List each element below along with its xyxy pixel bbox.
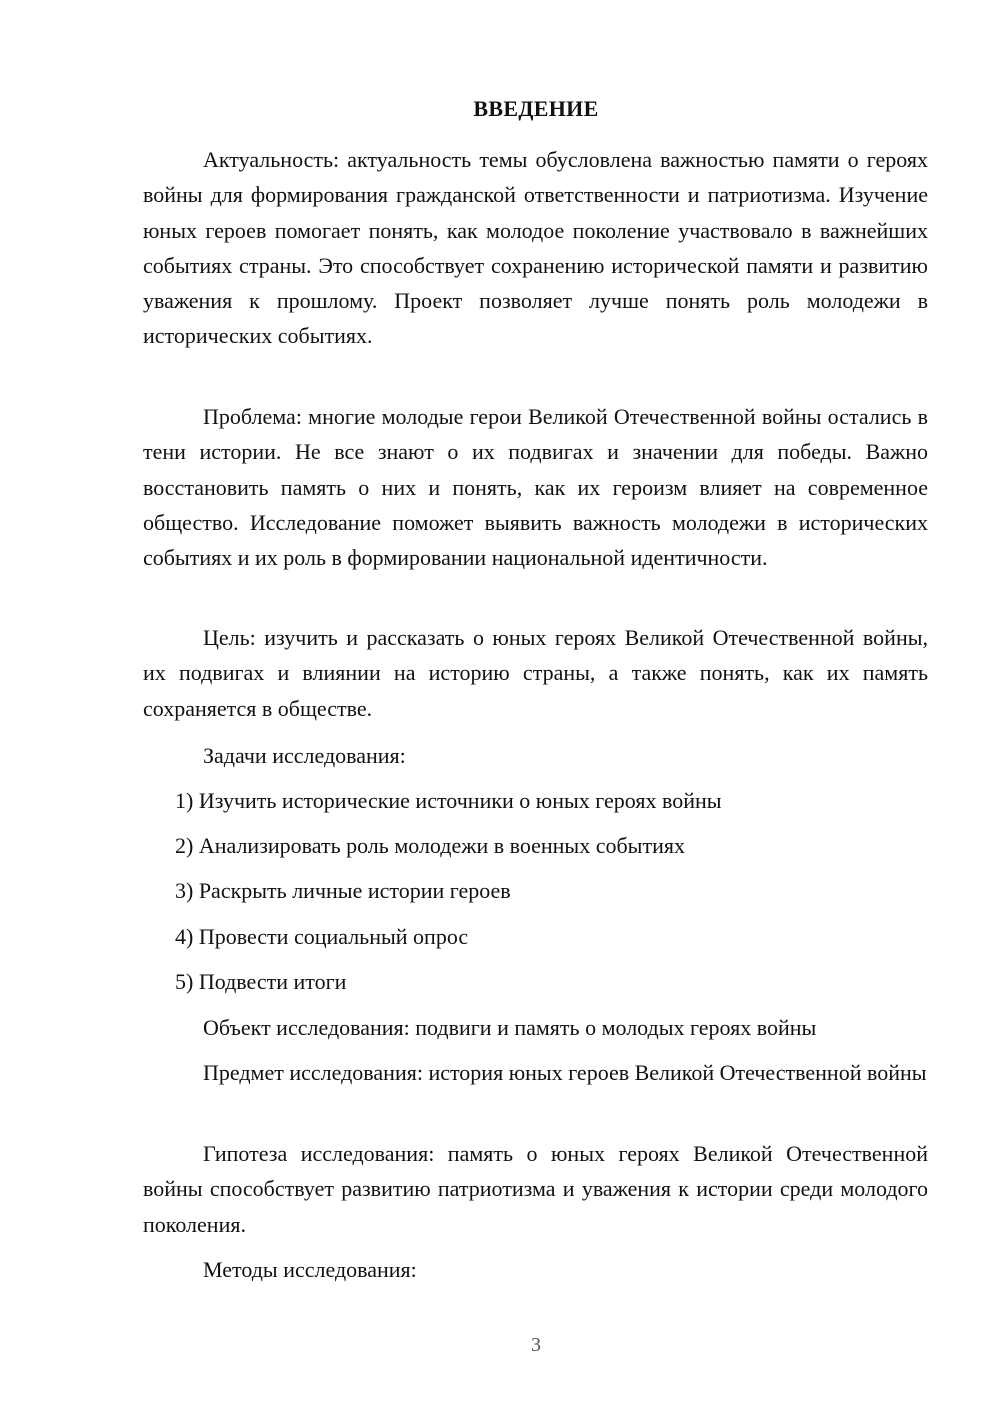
methods-heading: Методы исследования: <box>203 1257 417 1282</box>
page-number: 3 <box>531 1334 541 1356</box>
subject-paragraph: Предмет исследования: история юных героев Великой Отечественной войны <box>203 1060 927 1085</box>
relevance-paragraph: Актуальность: актуальность темы обусловлена важностью памяти о героях войны для формирования гражданской ответственности и патриотизма. Изучение юных героев помогает понять, как молодое поколение участвовало в важнейших событиях страны. Это способствует сохранению исторической памяти и развитию уважения к прошлому. Проект позволяет лучше понять роль молодежи в исторических событиях. <box>143 147 928 349</box>
task-item: 3) Раскрыть личные истории героев <box>175 878 511 903</box>
task-item: 1) Изучить исторические источники о юных героях войны <box>175 788 722 813</box>
object-paragraph: Объект исследования: подвиги и память о молодых героях войны <box>203 1015 817 1040</box>
goal-paragraph: Цель: изучить и рассказать о юных героях Великой Отечественной войны, их подвигах и влиянии на историю страны, а также понять, как их память сохраняется в обществе. <box>143 625 928 721</box>
hypothesis-paragraph: Гипотеза исследования: память о юных героях Великой Отечественной войны способствует развитию патриотизма и уважения к истории среди молодого поколения. <box>143 1141 928 1237</box>
tasks-heading: Задачи исследования: <box>203 743 406 768</box>
task-item: 5) Подвести итоги <box>175 969 347 994</box>
problem-paragraph: Проблема: многие молодые герои Великой Отечественной войны остались в тени истории. Не все знают о их подвигах и значении для победы. Важно восстановить память о них и понять, как их героизм влияет на современное общество. Исследование поможет выявить важность молодежи в исторических событиях и их роль в формировании национальной идентичности. <box>143 404 928 571</box>
page-title: ВВЕДЕНИЕ <box>473 96 599 121</box>
task-item: 4) Провести социальный опрос <box>175 924 469 949</box>
task-item: 2) Анализировать роль молодежи в военных событиях <box>175 833 685 858</box>
